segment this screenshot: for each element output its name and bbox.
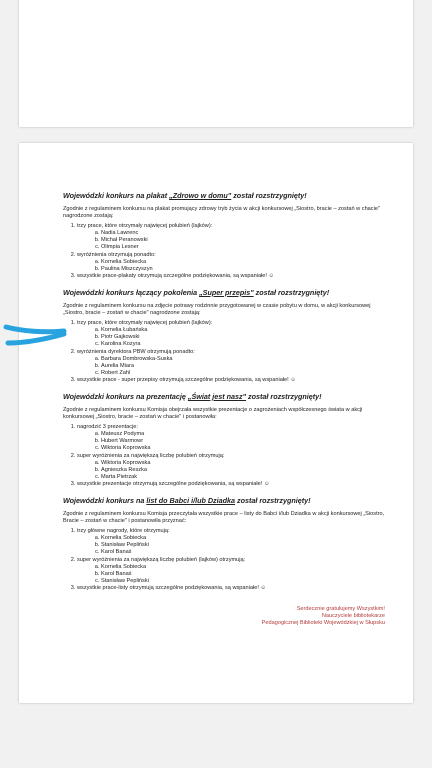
award-item — [77, 481, 385, 488]
footer-line-3: Pedagogicznej Biblioteki Wojewódzkiej w Słupsku — [261, 620, 385, 627]
award-item — [77, 377, 385, 384]
award-item — [77, 528, 385, 556]
section-title — [63, 392, 385, 401]
award-list — [63, 528, 385, 592]
contest-section — [63, 191, 385, 280]
winner-name: a. Kornelia Sobiecka — [101, 564, 385, 571]
award-item-text: trzy prace, które otrzymały najwięcej polubień (lajków): — [77, 223, 213, 230]
winner-list — [77, 259, 385, 273]
section-title — [63, 288, 385, 297]
award-item — [77, 223, 385, 251]
award-item-text: wszystkie prace-plakaty otrzymują szczególne podziękowania, są wspaniałe! ☺ — [77, 272, 275, 279]
winner-name: b. Stanisław Pepliński — [101, 542, 385, 549]
award-list — [63, 424, 385, 488]
section-title-contest-name: list do Babci i/lub Dziadka — [146, 496, 236, 505]
signature-block — [63, 606, 385, 627]
blue-arrow-icon — [0, 317, 72, 351]
winner-name: b. Agnieszka Reszka — [101, 467, 385, 474]
award-item-text: wszystkie prace - super przepisy otrzymują szczególne podziękowania, są wspaniałe! ☺ — [77, 376, 296, 383]
award-list — [63, 320, 385, 384]
winner-name: b. Hubert Warmowr — [101, 438, 385, 445]
winner-name: c. Robert Zahl — [101, 370, 385, 377]
section-title-suffix: został rozstrzygnięty! — [231, 191, 307, 200]
winner-name: a. Kornelia Sobiecka — [101, 259, 385, 266]
section-title-prefix: Wojewódzki konkurs na — [63, 496, 147, 505]
contest-section — [63, 288, 385, 384]
winner-name: b. Piotr Gajkowski — [101, 334, 385, 341]
winner-list — [77, 460, 385, 481]
award-item-text: wszystkie prace-listy otrzymują szczególne podziękowania, są wspaniałe! ☺ — [77, 584, 267, 591]
winner-name: c. Karolina Kozyra — [101, 341, 385, 348]
winner-name: c. Stanisław Pepliński — [101, 578, 385, 585]
winner-name: a. Kornelia Łubańska — [101, 327, 385, 334]
winner-name: b. Karol Banaś — [101, 571, 385, 578]
section-title-contest-name: „Zdrowo w domu" — [169, 191, 232, 200]
award-item-text: super wyróżnienia za największą liczbę polubień otrzymują: — [77, 452, 225, 459]
winner-list — [77, 356, 385, 377]
award-item — [77, 424, 385, 452]
footer-line-2: Nauczyciele bibliotekarze — [321, 613, 385, 620]
section-title-prefix: Wojewódzki konkurs na plakat — [63, 191, 170, 200]
section-title-prefix: Wojewódzki konkurs łączący pokolenia — [63, 287, 200, 297]
award-item — [77, 453, 385, 481]
award-item — [77, 585, 385, 592]
award-list — [63, 223, 385, 280]
section-title-contest-name: „Super przepis" — [199, 287, 254, 297]
winner-name: c. Karol Banaś — [101, 549, 385, 556]
section-intro: Zgodnie z regulaminem konkursu na plakat promujący zdrowy tryb życia w akcji konkursowej „Siostro, bracie – zostań w chacie" nagrodzone zostają: — [63, 206, 380, 220]
award-item-text: trzy prace, które otrzymały najwięcej polubień (lajków): — [77, 320, 213, 327]
award-item — [77, 349, 385, 377]
winner-list — [77, 535, 385, 556]
previous-page — [19, 0, 413, 127]
sections — [63, 191, 385, 592]
footer-line-1: Serdecznie gratulujemy Wszystkim! — [296, 606, 385, 613]
winner-list — [77, 564, 385, 585]
section-title-prefix: Wojewódzki konkurs na prezentację — [63, 391, 188, 401]
winner-name: c. Olimpia Lesner — [101, 244, 385, 251]
winner-name: a. Nadia Lawrenc — [101, 230, 385, 237]
winner-list — [77, 230, 385, 251]
award-item-text: wyróżnienia dyrektora PBW otrzymują ponadto: — [77, 348, 195, 355]
winner-name: b. Aurelia Miara — [101, 363, 385, 370]
award-item-text: nagrodzić 3 prezentacje: — [77, 424, 138, 431]
section-title-suffix: został rozstrzygnięty! — [253, 287, 330, 297]
award-item — [77, 273, 385, 280]
section-title — [63, 191, 385, 200]
contest-section — [63, 392, 385, 488]
winner-name: a. Wiktoria Koprowska — [101, 460, 385, 467]
winner-name: b. Michał Peranowski — [101, 237, 385, 244]
award-item — [77, 557, 385, 585]
page-content — [63, 191, 385, 627]
winner-name: c. Marta Pietrzak — [101, 474, 385, 481]
winner-name: a. Barbara Dombrowska-Suska — [101, 356, 385, 363]
document-page — [19, 143, 413, 703]
section-intro: Zgodnie z regulaminem konkursu Komisja obejrzała wszystkie prezentacje o zagrożeniach współczesnego świata w akcji konkursowej „Siostro, bracie – zostań w chacie" i postanowiła: — [63, 406, 363, 421]
contest-section — [63, 496, 385, 592]
winner-name: c. Wiktoria Koprowska — [101, 445, 385, 452]
section-title — [63, 496, 385, 505]
award-item-text: trzy główne nagrody, które otrzymują: — [77, 528, 170, 535]
award-item — [77, 252, 385, 273]
award-item-text: super wyróżnienia za największą liczbę polubień (lajków) otrzymują: — [77, 556, 246, 563]
winner-name: a. Mateusz Podyma — [101, 431, 385, 438]
section-intro: Zgodnie z regulaminem konkursu Komisja przeczytała wszystkie prace – listy do Babci i/lub Dziadka w akcji konkursowej „Siostro, Bracie – zostań w chacie" i postanowiła przyznać: — [63, 511, 385, 525]
award-item-text: wszystkie prezentacje otrzymują szczególne podziękowania, są wspaniałe! ☺ — [77, 480, 270, 487]
award-item-text: wyróżnienia otrzymują ponadto: — [77, 251, 156, 258]
winner-name: a. Kornelia Sobiecka — [101, 535, 385, 542]
award-item — [77, 320, 385, 348]
section-title-suffix: został rozstrzygnięty! — [246, 391, 322, 401]
section-title-suffix: został rozstrzygnięty! — [235, 496, 311, 505]
winner-name: b. Paulina Miszczyszyn — [101, 266, 385, 273]
section-title-contest-name: „Świat jest nasz" — [187, 391, 247, 401]
section-intro: Zgodnie z regulaminem konkursu na zdjęcie potrawy rodzinnie przygotowanej w czasie pobytu w domu, w akcji konkursowej „Siostro, bracie – zostań w chacie" nagrodzone zostają: — [63, 302, 371, 317]
winner-list — [77, 431, 385, 452]
winner-list — [77, 327, 385, 348]
